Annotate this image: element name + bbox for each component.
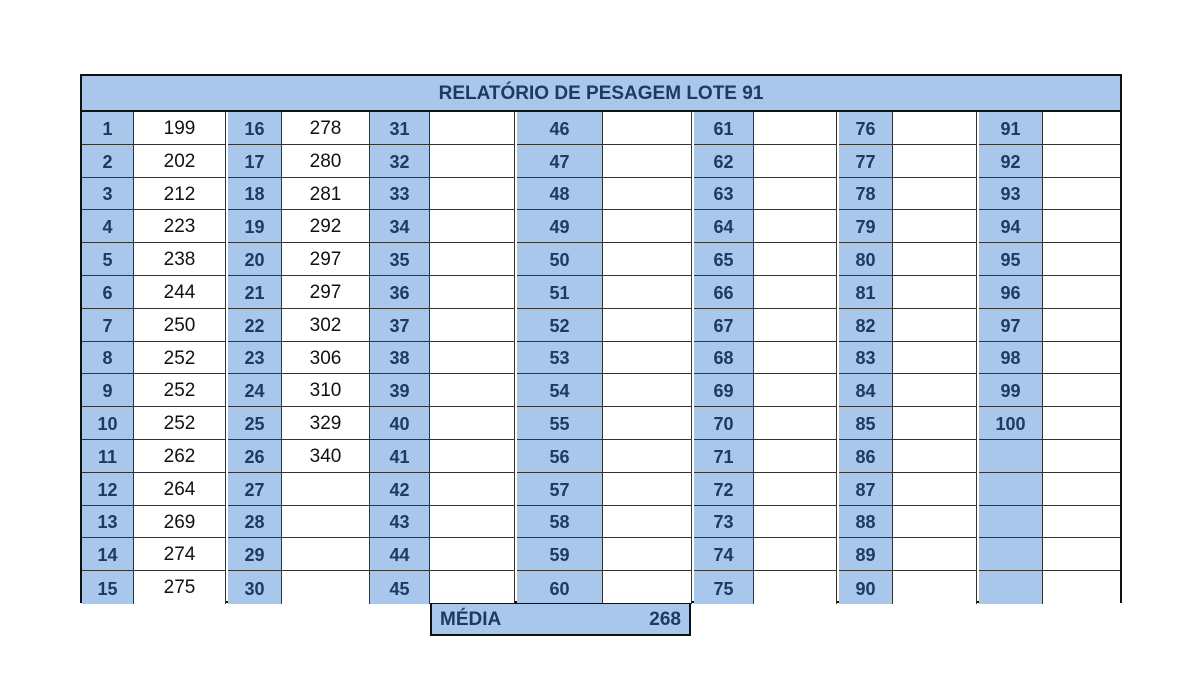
weight-value-cell	[893, 342, 977, 375]
row-number-cell: 85	[839, 407, 893, 440]
row-number-cell: 52	[517, 309, 603, 342]
weight-value-cell	[603, 407, 692, 440]
row-number-cell: 3	[82, 178, 134, 211]
weight-value-cell	[1043, 210, 1120, 243]
weight-value-cell	[754, 473, 837, 506]
row-number-cell: 93	[979, 178, 1043, 211]
weight-value-cell	[430, 210, 515, 243]
row-number-cell: 94	[979, 210, 1043, 243]
row-number-cell: 82	[839, 309, 893, 342]
weight-value-cell	[893, 571, 977, 604]
row-number-cell: 40	[370, 407, 430, 440]
row-number-cell: 92	[979, 145, 1043, 178]
row-number-cell: 59	[517, 538, 603, 571]
weight-value-cell	[1043, 538, 1120, 571]
weight-value-cell	[893, 506, 977, 539]
weight-value-cell	[1043, 309, 1120, 342]
weight-value-cell	[430, 112, 515, 145]
weight-value-cell	[1043, 243, 1120, 276]
weight-value-cell	[430, 276, 515, 309]
weight-value-cell: 340	[282, 440, 370, 473]
row-number-cell: 80	[839, 243, 893, 276]
row-number-cell	[979, 538, 1043, 571]
row-number-cell: 95	[979, 243, 1043, 276]
weight-value-cell	[754, 342, 837, 375]
weight-value-cell	[893, 309, 977, 342]
weight-value-cell	[603, 243, 692, 276]
weight-value-cell	[893, 112, 977, 145]
row-number-cell: 87	[839, 473, 893, 506]
row-number-cell: 63	[694, 178, 754, 211]
row-number-cell: 66	[694, 276, 754, 309]
row-number-cell: 18	[228, 178, 282, 211]
weight-value-cell	[754, 374, 837, 407]
weight-value-cell	[893, 407, 977, 440]
row-number-cell: 99	[979, 374, 1043, 407]
row-number-cell: 57	[517, 473, 603, 506]
row-number-cell: 30	[228, 571, 282, 604]
row-number-cell: 71	[694, 440, 754, 473]
weight-value-cell: 199	[134, 112, 226, 145]
row-number-cell: 53	[517, 342, 603, 375]
weight-value-cell	[430, 407, 515, 440]
row-number-cell: 91	[979, 112, 1043, 145]
average-label: MÉDIA	[440, 609, 502, 630]
row-number-cell: 11	[82, 440, 134, 473]
weight-value-cell: 238	[134, 243, 226, 276]
weight-value-cell: 302	[282, 309, 370, 342]
row-number-cell: 5	[82, 243, 134, 276]
weight-value-cell	[430, 473, 515, 506]
average-box	[430, 603, 691, 636]
row-number-cell: 84	[839, 374, 893, 407]
weight-value-cell	[1043, 112, 1120, 145]
row-number-cell: 4	[82, 210, 134, 243]
row-number-cell: 6	[82, 276, 134, 309]
report-title: RELATÓRIO DE PESAGEM LOTE 91	[82, 76, 1120, 112]
row-number-cell: 46	[517, 112, 603, 145]
weight-value-cell	[893, 145, 977, 178]
weight-value-cell	[754, 210, 837, 243]
weight-value-cell	[754, 276, 837, 309]
row-number-cell: 25	[228, 407, 282, 440]
weight-value-cell	[893, 440, 977, 473]
row-number-cell	[979, 506, 1043, 539]
weight-value-cell	[1043, 571, 1120, 604]
weight-value-cell	[430, 309, 515, 342]
weight-value-cell	[754, 145, 837, 178]
weight-value-cell	[893, 210, 977, 243]
row-number-cell: 42	[370, 473, 430, 506]
row-number-cell: 43	[370, 506, 430, 539]
weight-value-cell	[1043, 178, 1120, 211]
row-number-cell: 19	[228, 210, 282, 243]
row-number-cell: 61	[694, 112, 754, 145]
weight-value-cell	[1043, 473, 1120, 506]
row-number-cell: 7	[82, 309, 134, 342]
row-number-cell: 35	[370, 243, 430, 276]
row-number-cell: 24	[228, 374, 282, 407]
row-number-cell: 37	[370, 309, 430, 342]
row-number-cell: 39	[370, 374, 430, 407]
weight-value-cell	[754, 178, 837, 211]
row-number-cell: 88	[839, 506, 893, 539]
weight-value-cell: 262	[134, 440, 226, 473]
row-number-cell: 74	[694, 538, 754, 571]
row-number-cell	[979, 571, 1043, 604]
row-number-cell: 31	[370, 112, 430, 145]
row-number-cell	[979, 440, 1043, 473]
weight-value-cell	[603, 309, 692, 342]
row-number-cell	[979, 473, 1043, 506]
weight-value-cell: 269	[134, 506, 226, 539]
weight-value-cell: 292	[282, 210, 370, 243]
row-number-cell: 50	[517, 243, 603, 276]
row-number-cell: 77	[839, 145, 893, 178]
row-number-cell: 72	[694, 473, 754, 506]
row-number-cell: 13	[82, 506, 134, 539]
weight-value-cell	[603, 276, 692, 309]
weight-value-cell: 212	[134, 178, 226, 211]
row-number-cell: 10	[82, 407, 134, 440]
weight-value-cell	[603, 210, 692, 243]
row-number-cell: 15	[82, 571, 134, 604]
weight-value-cell	[754, 407, 837, 440]
row-number-cell: 97	[979, 309, 1043, 342]
weight-value-cell: 280	[282, 145, 370, 178]
weight-value-cell	[1043, 276, 1120, 309]
weight-value-cell: 252	[134, 407, 226, 440]
weight-value-cell: 223	[134, 210, 226, 243]
weight-value-cell: 297	[282, 243, 370, 276]
row-number-cell: 98	[979, 342, 1043, 375]
weight-value-cell	[603, 440, 692, 473]
weight-value-cell	[603, 342, 692, 375]
row-number-cell: 38	[370, 342, 430, 375]
weight-value-cell: 274	[134, 538, 226, 571]
row-number-cell: 62	[694, 145, 754, 178]
row-number-cell: 73	[694, 506, 754, 539]
row-number-cell: 75	[694, 571, 754, 604]
row-number-cell: 89	[839, 538, 893, 571]
row-number-cell: 65	[694, 243, 754, 276]
row-number-cell: 33	[370, 178, 430, 211]
average-value: 268	[649, 609, 681, 630]
weight-value-cell	[893, 276, 977, 309]
row-number-cell: 36	[370, 276, 430, 309]
weight-value-cell: 275	[134, 571, 226, 604]
weight-value-cell	[754, 112, 837, 145]
row-number-cell: 1	[82, 112, 134, 145]
weight-value-cell	[1043, 440, 1120, 473]
weight-value-cell	[430, 571, 515, 604]
row-number-cell: 12	[82, 473, 134, 506]
weight-value-cell	[430, 243, 515, 276]
row-number-cell: 78	[839, 178, 893, 211]
weighing-report-table	[80, 74, 1122, 603]
weight-value-cell	[430, 178, 515, 211]
row-number-cell: 79	[839, 210, 893, 243]
weight-value-cell: 297	[282, 276, 370, 309]
row-number-cell: 20	[228, 243, 282, 276]
row-number-cell: 54	[517, 374, 603, 407]
row-number-cell: 58	[517, 506, 603, 539]
row-number-cell: 81	[839, 276, 893, 309]
weight-value-cell	[430, 506, 515, 539]
weight-value-cell	[1043, 506, 1120, 539]
weight-value-cell	[430, 440, 515, 473]
weight-value-cell: 281	[282, 178, 370, 211]
weight-value-cell	[893, 374, 977, 407]
row-number-cell: 55	[517, 407, 603, 440]
weight-value-cell: 202	[134, 145, 226, 178]
weight-value-cell	[754, 538, 837, 571]
row-number-cell: 100	[979, 407, 1043, 440]
row-number-cell: 51	[517, 276, 603, 309]
row-number-cell: 8	[82, 342, 134, 375]
weight-value-cell: 250	[134, 309, 226, 342]
row-number-cell: 70	[694, 407, 754, 440]
row-number-cell: 44	[370, 538, 430, 571]
weight-value-cell	[893, 243, 977, 276]
weight-value-cell: 306	[282, 342, 370, 375]
weight-value-cell	[1043, 374, 1120, 407]
row-number-cell: 29	[228, 538, 282, 571]
row-number-cell: 26	[228, 440, 282, 473]
weight-value-cell	[1043, 145, 1120, 178]
weight-value-cell	[754, 440, 837, 473]
weight-value-cell	[430, 145, 515, 178]
weight-value-cell	[282, 538, 370, 571]
weight-value-cell: 252	[134, 342, 226, 375]
weight-value-cell	[430, 374, 515, 407]
row-number-cell: 49	[517, 210, 603, 243]
weight-value-cell	[603, 506, 692, 539]
weight-value-cell	[282, 473, 370, 506]
weight-value-cell: 252	[134, 374, 226, 407]
row-number-cell: 14	[82, 538, 134, 571]
weight-value-cell	[754, 309, 837, 342]
row-number-cell: 68	[694, 342, 754, 375]
row-number-cell: 28	[228, 506, 282, 539]
row-number-cell: 2	[82, 145, 134, 178]
weight-value-cell	[754, 243, 837, 276]
row-number-cell: 76	[839, 112, 893, 145]
weight-value-cell	[893, 538, 977, 571]
weight-value-cell	[1043, 407, 1120, 440]
weight-value-cell	[603, 145, 692, 178]
weight-value-cell	[754, 571, 837, 604]
weight-value-cell	[893, 473, 977, 506]
row-number-cell: 47	[517, 145, 603, 178]
row-number-cell: 27	[228, 473, 282, 506]
weight-value-cell: 329	[282, 407, 370, 440]
row-number-cell: 32	[370, 145, 430, 178]
weight-value-cell	[603, 374, 692, 407]
row-number-cell: 22	[228, 309, 282, 342]
row-number-cell: 96	[979, 276, 1043, 309]
row-number-cell: 60	[517, 571, 603, 604]
weight-value-cell	[603, 571, 692, 604]
row-number-cell: 48	[517, 178, 603, 211]
row-number-cell: 90	[839, 571, 893, 604]
weight-value-cell	[282, 571, 370, 604]
weight-value-cell: 244	[134, 276, 226, 309]
row-number-cell: 17	[228, 145, 282, 178]
row-number-cell: 56	[517, 440, 603, 473]
weight-value-cell	[603, 473, 692, 506]
row-number-cell: 16	[228, 112, 282, 145]
row-number-cell: 9	[82, 374, 134, 407]
weight-value-cell: 278	[282, 112, 370, 145]
weight-value-cell: 310	[282, 374, 370, 407]
weight-value-cell	[430, 342, 515, 375]
row-number-cell: 64	[694, 210, 754, 243]
weight-value-cell	[603, 112, 692, 145]
row-number-cell: 83	[839, 342, 893, 375]
weight-value-cell	[282, 506, 370, 539]
weight-value-cell	[603, 178, 692, 211]
weight-value-cell	[430, 538, 515, 571]
row-number-cell: 86	[839, 440, 893, 473]
row-number-cell: 67	[694, 309, 754, 342]
weight-value-cell: 264	[134, 473, 226, 506]
row-number-cell: 41	[370, 440, 430, 473]
weight-value-cell	[603, 538, 692, 571]
weight-value-cell	[893, 178, 977, 211]
weight-value-cell	[754, 506, 837, 539]
row-number-cell: 69	[694, 374, 754, 407]
row-number-cell: 34	[370, 210, 430, 243]
row-number-cell: 23	[228, 342, 282, 375]
row-number-cell: 45	[370, 571, 430, 604]
row-number-cell: 21	[228, 276, 282, 309]
weight-value-cell	[1043, 342, 1120, 375]
